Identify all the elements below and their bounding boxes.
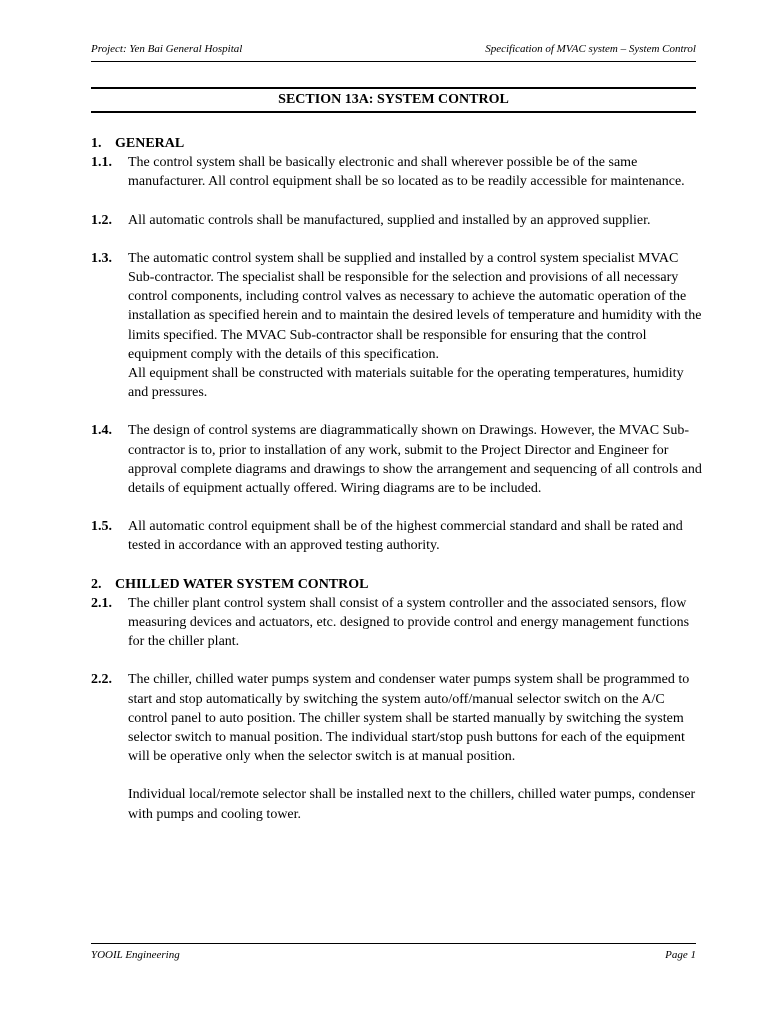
spacer <box>91 192 705 211</box>
clause-paragraph: The control system shall be basically electronic and shall wherever possible be of the same manufacturer. All control equipment shall be so located as to be readily accessible for maintenance. <box>128 155 685 190</box>
clause-paragraph: All automatic control equipment shall be of the highest commercial standard and shall be rated and tested in accordance with an approved testing authority. <box>128 519 683 554</box>
footer-rule <box>91 943 696 944</box>
clause-text <box>128 594 705 652</box>
clause-paragraph: The automatic control system shall be supplied and installed by a control system specialist MVAC Sub-contractor. The specialist shall be responsible for the selection and provisions of all necessary control components, including control valves as necessary to achieve the automatic operation of the installation as specified herein and to maintain the desired levels of temperature and humidity with the limits specified. The MVAC Sub-contractor shall be responsible for ensuring that the control equipment comply with the details of this specification. <box>128 250 702 362</box>
spacer <box>91 498 705 517</box>
section-title-top-rule <box>91 87 696 89</box>
clause-paragraph: The design of control systems are diagrammatically shown on Drawings. However, the MVAC Sub-contractor is to, prior to installation of any work, submit to the Project Director and Engineer for approval complete diagrams and drawings to show the arrangement and sequencing of all controls and details of equipment actually offered. Wiring diagrams are to be included. <box>128 423 702 497</box>
clause-paragraph: The chiller plant control system shall consist of a system controller and the associated sensors, flow measuring devices and actuators, etc. designed to provide control and energy management functions for the chiller plant. <box>128 595 690 650</box>
clause <box>91 670 705 823</box>
clause-text <box>128 517 705 555</box>
footer-page-number: Page 1 <box>665 949 696 961</box>
clause-text <box>128 211 705 230</box>
clause <box>91 153 705 191</box>
section-heading <box>91 575 705 594</box>
header-spec-title: Specification of MVAC system – System Control <box>485 43 696 55</box>
section-heading-text: GENERAL <box>115 136 185 151</box>
clause <box>91 211 705 230</box>
section-title-bottom-rule <box>91 111 696 113</box>
clause <box>91 249 705 403</box>
clause <box>91 421 705 498</box>
section-heading <box>91 134 705 153</box>
clause-number: 2.2. <box>91 672 112 688</box>
header-rule <box>91 61 696 62</box>
clause <box>91 594 705 652</box>
clause-number: 1.4. <box>91 423 112 439</box>
section-number: 1. <box>91 136 102 151</box>
clause-text <box>128 421 705 498</box>
clause-text <box>128 153 705 191</box>
clause-paragraph: Individual local/remote selector shall be installed next to the chillers, chilled water pumps, condenser with pumps and cooling tower. <box>128 787 696 822</box>
clause-number: 1.1. <box>91 155 112 171</box>
document-body <box>91 134 705 824</box>
spacer <box>91 230 705 249</box>
clause-paragraph: All equipment shall be constructed with materials suitable for the operating temperatures, humidity and pressures. <box>128 366 684 401</box>
section-title: SECTION 13A: SYSTEM CONTROL <box>278 92 509 107</box>
spacer <box>128 766 705 785</box>
header-project: Project: Yen Bai General Hospital <box>91 43 243 55</box>
clause-number: 1.5. <box>91 519 112 535</box>
footer-company: YOOIL Engineering <box>91 949 180 961</box>
clause-text <box>128 249 705 403</box>
page-header <box>91 43 696 55</box>
clause-number: 1.2. <box>91 212 112 228</box>
section-number: 2. <box>91 576 102 592</box>
clause-number: 2.1. <box>91 595 112 611</box>
spacer <box>91 556 705 575</box>
spacer <box>91 651 705 670</box>
clause-paragraph: All automatic controls shall be manufactured, supplied and installed by an approved supplier. <box>128 212 651 228</box>
clause-paragraph: The chiller, chilled water pumps system and condenser water pumps system shall be programmed to start and stop automatically by switching the system auto/off/manual selector switch on the A/C control panel to auto position. The chiller system shall be started manually by switching the system selector switch to manual position. The individual start/stop push buttons for each of the equipment will be operative only when the selector switch is at manual position. <box>128 672 690 765</box>
clause-number: 1.3. <box>91 250 112 266</box>
page-footer <box>91 949 696 961</box>
section-heading-text: CHILLED WATER SYSTEM CONTROL <box>115 576 369 592</box>
spacer <box>91 402 705 421</box>
clause-text <box>128 670 705 823</box>
clause <box>91 517 705 555</box>
